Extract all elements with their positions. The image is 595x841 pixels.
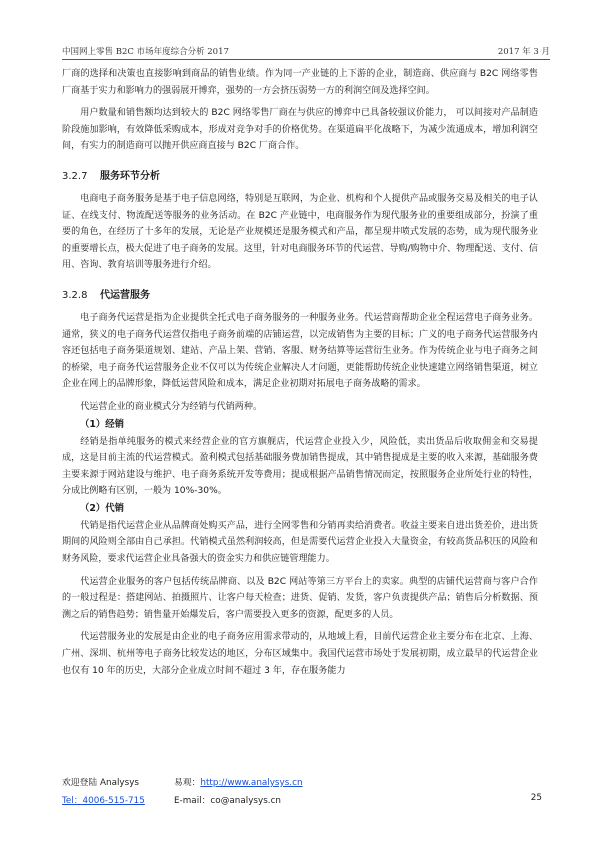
page-body bbox=[62, 66, 538, 679]
footer-tel-link[interactable]: Tel：4006-515-715 bbox=[62, 796, 145, 806]
subsection-title-distribution: （1）经销 bbox=[80, 418, 125, 430]
paragraph: 代运营企业服务的客户包括传统品牌商、以及 B2C 网站等第三方平台上的卖家。典型的店铺代运营商与客户合作的一般过程是：搭建网站、拍摄照片、让客户每天检查；进货、促销、发货，客户负责提供产品；销售后分析数据、预测之后的销售趋势；销售量开始爆发后，客户需要投入更多的资源，配更多的人员。 bbox=[62, 576, 538, 620]
section-title: 服务环节分析 bbox=[100, 170, 160, 182]
paragraph: 经销是指单纯服务的模式来经营企业的官方旗舰店，代运营企业投入少，风险低，卖出货品后收取佣金和交易提成，这是目前主流的代运营模式。盈利模式包括基础服务费加销售提成，其中销售提成是主要的收入来源，基础服务费主要来源于网站建设与维护、电子商务系统开发等费用；提成根据产品销售情况而定，按照服务企业所处行业的特性，分成比例略有区别，一般为 10%-30%。 bbox=[62, 436, 538, 497]
page-header bbox=[62, 39, 550, 60]
subsection-title-consignment: （2）代销 bbox=[80, 502, 125, 514]
footer-site-link[interactable]: http://www.analysys.cn bbox=[200, 778, 303, 788]
footer-site-label: 易观： bbox=[174, 778, 201, 788]
page-footer bbox=[62, 775, 550, 811]
paragraph: 代销是指代运营企业从品牌商处购买产品，进行全网零售和分销再卖给消费者。收益主要来自进出货差价，进出货期间的风险则全部由自己承担。代销模式虽然利润较高，但是需要代运营企业投入大量资金，有较高货品积压的风险和财务风险，要求代运营企业具备强大的资金实力和供应链管理能力。 bbox=[62, 520, 538, 565]
paragraph: 电子商务代运营是指为企业提供全托式电子商务服务的一种服务业务。代运营商帮助企业全程运营电子商务业务。通常，狭义的电子商务代运营仅指电子商务前端的店铺运营，以完成销售为主要的目标；广义的电子商务代运营服务内容还包括电子商务渠道规划、建站、产品上架、营销、客服、财务结算等运营衍生业务。作为传统企业与电子商务之间的桥梁，电子商务代运营服务企业不仅可以为传统企业解决人才问题，更能帮助传统企业快速建立网络销售渠道，树立企业在网上的品牌形象，降低运营风险和成本，满足企业初期对拓展电子商务战略的需求。 bbox=[62, 312, 538, 390]
section-heading-3-2-7 bbox=[62, 169, 538, 185]
paragraph: 电商电子商务服务是基于电子信息网络，特别是互联网，为企业、机构和个人提供产品或服务交易及相关的电子认证、在线支付、物流配送等服务的业务活动。在 B2C 产业链中，电商服务作为现代服务业的重要组成部分，扮演了重要的角色，在经历了十多年的发展，无论是产业规模还是服务模式和产品，都呈现井喷式发展的态势，成为现代服务业的重要增长点，极大促进了电子商务的发展。这里，针对电商服务环节的代运营、导购/购物中介、物理配送、支付、信用、咨询、教育培训等服务进行介绍。 bbox=[62, 193, 538, 271]
section-heading-3-2-8 bbox=[62, 288, 538, 304]
footer-site bbox=[174, 775, 303, 788]
paragraph: 代运营服务业的发展是由企业的电子商务应用需求带动的，从地域上看，目前代运营企业主要分布在北京、上海、广州、深圳、杭州等电子商务比较发达的地区，分布区域集中。我国代运营市场处于发展初期，成立最早的代运营企业也仅有 10 年的历史，大部分企业成立时间不超过 3 年，存在服务能力 bbox=[62, 632, 538, 676]
section-number: 3.2.8 bbox=[62, 289, 88, 301]
page-number: 25 bbox=[530, 793, 542, 803]
section-title: 代运营服务 bbox=[100, 289, 150, 301]
footer-welcome: 欢迎登陆 Analysys bbox=[62, 778, 139, 788]
paragraph: 代运营企业的商业模式分为经销与代销两种。 bbox=[80, 401, 263, 412]
paragraph: 厂商的选择和决策也直接影响到商品的销售业绩。作为同一产业链的上下游的企业，制造商、供应商与 B2C 网络零售厂商基于实力和影响力的强弱展开博弈，强势的一方会挤压弱势一方的利润空间及选择空间。 bbox=[62, 69, 538, 96]
header-date: 2017 年 3 月 bbox=[497, 47, 550, 57]
section-number: 3.2.7 bbox=[62, 170, 88, 182]
header-title: 中国网上零售 B2C 市场年度综合分析 2017 bbox=[62, 47, 229, 57]
footer-email: E-mail：co@analysys.cn bbox=[174, 796, 281, 806]
paragraph: 用户数量和销售额均达到较大的 B2C 网络零售厂商在与供应的博弈中已具备较强议价能力， 可以间接对产品制造阶段施加影响，有效降低采购成本，形成对竞争对手的价格优势。在渠道扁平化战略下，为减少流通成本，增加利润空间，有实力的制造商可以抛开供应商直接与 B2C 厂商合作。 bbox=[62, 108, 538, 152]
